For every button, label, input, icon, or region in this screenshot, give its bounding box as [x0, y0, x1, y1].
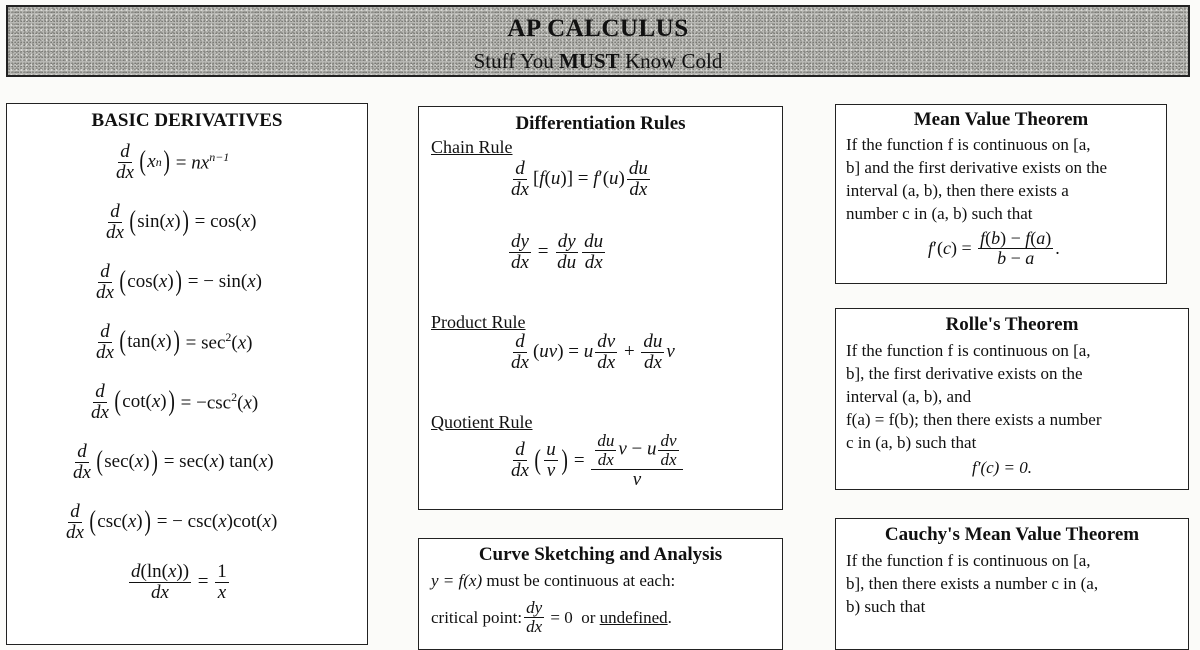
curve-sketching-line2: critical point: $\frac{dy}{dx}$ = 0 or undefined .	[431, 598, 672, 636]
cauchy-line-2: b], then there exists a number c in (a,	[846, 574, 1099, 593]
page-title: AP CALCULUS	[507, 15, 689, 42]
curve-sketching-line1	[431, 569, 675, 592]
mvt-line-4: number c in (a, b) such that	[846, 204, 1033, 223]
differentiation-rules-title: Differentiation Rules	[515, 113, 686, 134]
curve-line2-end: .	[667, 607, 672, 627]
rolle-line-2: b], the first derivative exists on the	[846, 364, 1083, 383]
rolle-line-1: If the function f is continuous on [a,	[846, 341, 1091, 360]
curve-line1-rest: must be continuous at each:	[482, 571, 676, 590]
cauchy-text	[846, 549, 1098, 618]
product-rule-formula: $\frac{d}{dx}$ (uv) = u $\frac{dv}{dx}$ + $\frac{du}{dx}$ v	[511, 331, 675, 373]
subtitle-pre: Stuff You	[473, 49, 560, 73]
formula-cot: $\frac{d}{dx}$ ( cot( x ) ) = $-\csc^2(x)$	[91, 381, 259, 423]
curve-sketching-box	[418, 538, 783, 650]
mvt-text	[846, 133, 1107, 225]
mvt-line-3: interval (a, b), then there exists a	[846, 181, 1069, 200]
rolle-result: f′(c) = 0.	[972, 458, 1033, 477]
mvt-line-2: b] and the first derivative exists on the	[846, 158, 1108, 177]
curve-line2-undefined: undefined	[599, 607, 668, 627]
header-banner	[6, 5, 1190, 77]
rolle-line-4: f(a) = f(b); then there exists a number	[846, 410, 1102, 429]
formula-power: $\frac{d}{dx}$ ( x n ) = $nx^{n-1}$	[116, 141, 230, 183]
cauchy-box	[835, 518, 1189, 650]
curve-sketching-title: Curve Sketching and Analysis	[478, 544, 723, 565]
formula-tan: $\frac{d}{dx}$ ( tan( x ) ) = $\sec^2(x)$	[96, 321, 253, 363]
rolle-line-5: c in (a, b) such that	[846, 433, 977, 452]
formula-cos: $\frac{d}{dx}$ ( cos( x ) ) = − sin(x)	[96, 261, 262, 303]
subtitle-bold: MUST	[559, 49, 620, 73]
cauchy-title: Cauchy's Mean Value Theorem	[884, 524, 1140, 545]
differentiation-rules-box	[418, 106, 783, 510]
chain-rule-formula-1: $\frac{d}{dx}$ [f(u)] = f′(u) $\frac{du}{dx}$	[511, 158, 648, 200]
mvt-box	[835, 104, 1167, 284]
curve-line2-mid: = 0 or	[546, 607, 600, 627]
mvt-formula: f′(c) = $\frac{f(b) - f(a)}{b - a}$ .	[928, 228, 1060, 268]
formula-sec: $\frac{d}{dx}$ ( sec( x ) ) = sec(x) tan(x)	[73, 441, 274, 483]
cauchy-line-3: b) such that	[846, 597, 926, 616]
basic-derivatives-box	[6, 103, 368, 645]
formula-csc: $\frac{d}{dx}$ ( csc( x ) ) = − csc(x)cot(x)	[66, 501, 278, 543]
rolle-box	[835, 308, 1189, 490]
basic-derivatives-title: BASIC DERIVATIVES	[91, 110, 283, 131]
chain-rule-formula-2: $\frac{dy}{dx}$ = $\frac{dy}{du}$ $\frac{du}{dx}$	[511, 231, 604, 273]
formula-sin: $\frac{d}{dx}$ ( sin( x ) ) = cos(x)	[106, 201, 257, 243]
chain-rule-label: Chain Rule	[431, 137, 513, 157]
quotient-rule-label: Quotient Rule	[431, 412, 533, 432]
product-rule-label: Product Rule	[431, 312, 526, 332]
curve-line1-var: y = f(x)	[431, 571, 483, 590]
mvt-line-1: If the function f is continuous on [a,	[846, 135, 1091, 154]
rolle-title: Rolle's Theorem	[945, 314, 1079, 335]
rolle-text	[846, 339, 1102, 454]
page-subtitle	[8, 49, 1188, 74]
mvt-title: Mean Value Theorem	[913, 109, 1089, 130]
cauchy-line-1: If the function f is continuous on [a,	[846, 551, 1091, 570]
curve-line2-pre: critical point:	[431, 607, 523, 627]
formula-ln: $\frac{d(\ln(x))}{dx}$ = $\frac{1}{x}$	[131, 561, 227, 603]
rolle-line-3: interval (a, b), and	[846, 387, 972, 406]
subtitle-post: Know Cold	[619, 49, 723, 73]
quotient-rule-formula: $\frac{d}{dx}$ ( $\frac{u}{v}$ ) = $\frac{du}{dx}$ v − u $\frac{dv}{dx}$ v	[507, 432, 685, 490]
